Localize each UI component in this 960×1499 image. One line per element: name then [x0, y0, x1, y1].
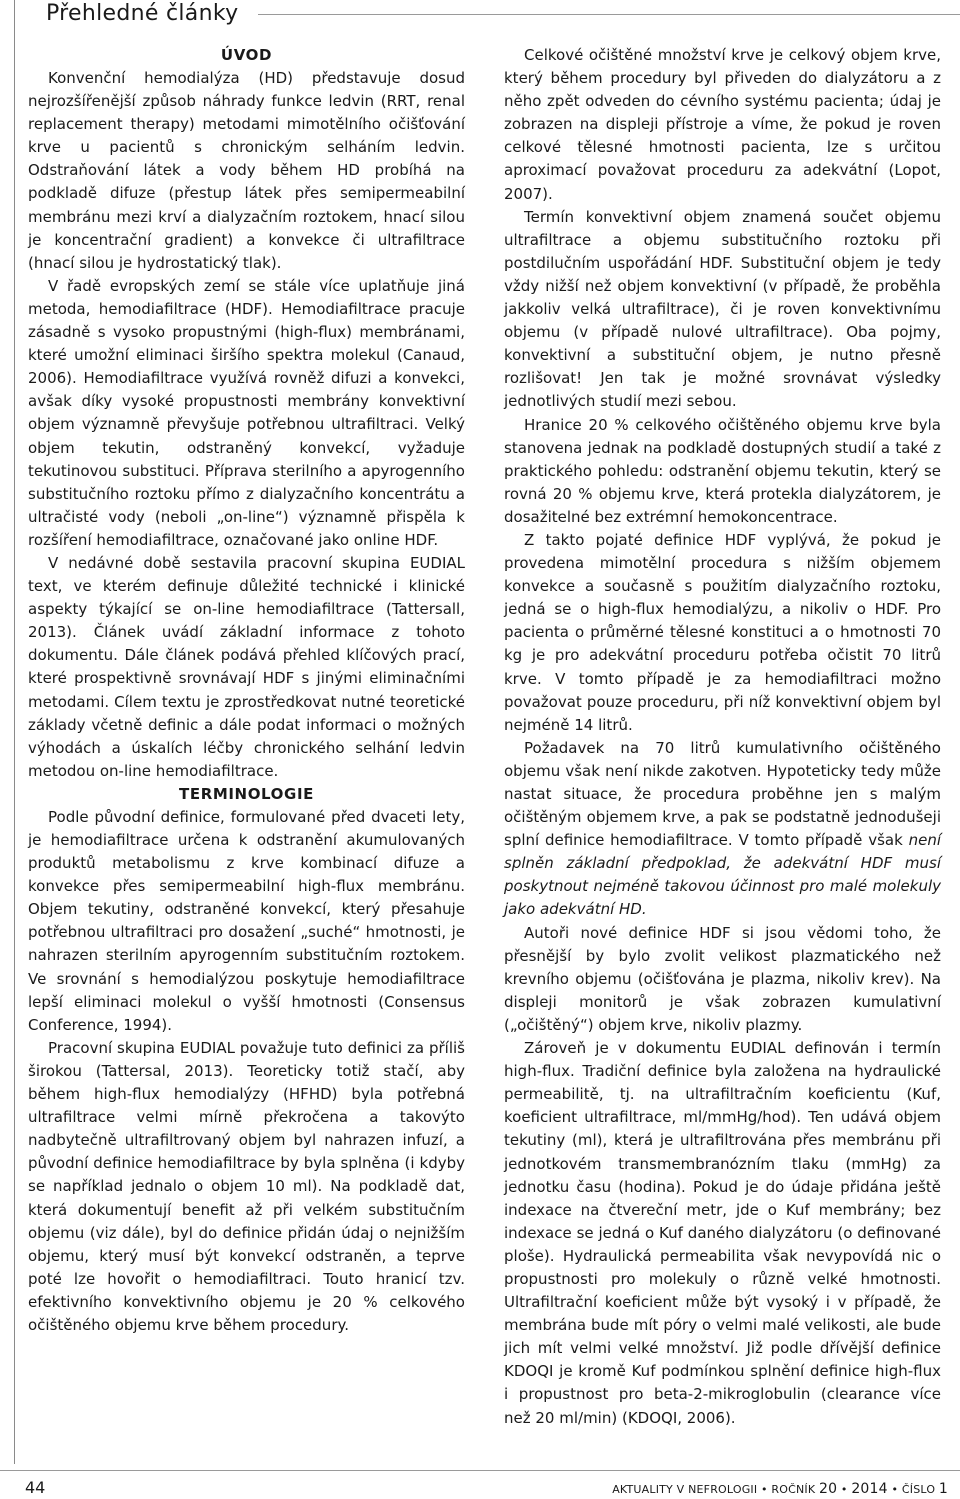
year-label: ROČNÍK [771, 1483, 816, 1496]
page-header [0, 0, 960, 30]
paragraph-plasma: Autoři nové definice HDF si jsou vědomi toho, že přesnější by bylo zvolit velikost plazmatického než krevního objemu (očišťována je plazma, nikoliv krev). Na displeji monitorů je však zobrazen kumulativní („očištěný“) objem krve, nikoliv plazmy. [504, 923, 941, 1034]
requirement-text: Požadavek na 70 litrů kumulativního očištěného objemu však není nikde zakotven. Hypoteticky tedy může nastat situace, že procedura proběhne jen s malým očištěným objemem krve, a pak se podstatně jednodušeji splní definice hemodiafiltrace. V tomto případě však [504, 738, 941, 850]
header-rule [258, 14, 960, 15]
page-number: 44 [25, 1478, 46, 1497]
left-column [28, 44, 465, 1337]
section-label: Přehledné články [46, 1, 239, 26]
requirement-italic: není splněn základní předpoklad, že adekvátní HDF musí poskytnout nejméně takovou účinnost pro malé molekuly jako adekvátní HD. [504, 831, 941, 919]
left-margin-rule [14, 0, 15, 1464]
paragraph-high-flux: Zároveň je v dokumentu EUDIAL definován i termín high-flux. Tradiční definice byla založena na hydraulické permeabilitě, tj. na ultrafiltračním koeficientu (Kuf, koeficient ultrafiltrace, ml/mmHg/hod). Ten udává objem tekutiny (ml), která je ultrafiltrována přes membránu při jednotkovém transmembranózním tlaku (mmHg) za jednotku času (hodina). Pokud je do údaje přidána ještě indexace na čtvereční metr, jde o Kuf membrány; bez indexace se jedná o Kuf daného dialyzátoru (o definované ploše). Hydraulická permeabilita však nevypovídá nic o propustnosti pro molekuly o různě velké hmotnosti. Ultrafiltrační koeficient může být vysoký i v případě, že membrána bude mít póry o velmi malé velikosti, ale bude jich mít velmi velké množství. Již podle dřívější definice KDOQI je kromě Kuf podmínkou splnění definice high-flux i propustnost pro beta-2-mikroglobulin (clearance více než 20 ml/min) (KDOQI, 2006). [504, 1039, 941, 1427]
paragraph-threshold: Hranice 20 % celkového očištěného objemu krve byla stanovena jednak na podkladě dostupných studií a také z praktického pohledu: odstranění objemu tekutin, který se rovná 20 % objemu krve, která protekla dialyzátorem, je dosažitelné bez extrémní hemokoncentrace. [504, 415, 941, 526]
intro-paragraph: Konvenční hemodialýza (HD) představuje dosud nejrozšířenější způsob náhrady funkce ledvin (RRT, renal replacement therapy) metodami mimotělního očišťování krve u pacientů s chronickým selháním ledvin. Odstraňování látek a vody během HD probíhá na podkladě difuze (přestup látek přes semipermeabilní membránu mezi krví a dialyzačním roztokem, hnací silou je koncentrační gradient) a konvekce či ultrafiltrace (hnací silou je hydrostatický tlak). [28, 69, 465, 272]
volume-year: 2014 [851, 1481, 888, 1497]
separator-dot: • [761, 1483, 768, 1496]
paragraph-convective-volume: Termín konvektivní objem znamená součet objemu ultrafiltrace a objemu substitučního roztoku při postdilučním uspořádání HDF. Substituční objem je tedy vždy nižší než objem konvektivní (v případě, že proběhla jakkoliv velká ultrafiltrace), či je roven konvektivnímu objemu (v případě nulové ultrafiltrace). Oba pojmy, konvektivní a substituční objem, je nutno přesně rozlišovat! Jen tak je možné srovnávat výsledky jednotlivých studií mezi sebou. [504, 207, 941, 411]
terminology-paragraph: Pracovní skupina EUDIAL považuje tuto definici za příliš širokou (Tattersal, 2013). Teoreticky totiž stačí, aby během high-flux hemodialýzy (HFHD) byla potřebná ultrafiltrace velmi mírně překročena a takovýto nadbytečně ultrafiltrovaný objem byl nahrazen infuzí, a původní definice hemodiafiltrace by byla splněna (i kdyby se například jednalo o objem 10 ml). Na podkladě dat, která dokumentují benefit až při velkém substitučním objemu (viz dále), byl do definice přidán údaj o nejnižším objemu, který musí být konvekcí odstraněn, a teprve poté lze hovořit o hemodiafiltraci. Touto hranicí tzv. efektivního konvektivního objemu je 20 % celkového očištěného objemu krve během procedury. [28, 1038, 465, 1334]
journal-title: AKTUALITY V NEFROLOGII [612, 1483, 758, 1496]
paragraph-blood-volume: Celkové očištěné množství krve je celkový objem krve, který během procedury byl přiveden do dialyzátoru a z něho zpět odveden do cévního systému pacienta; údaj je zobrazen na displeji přístroje a víme, že pokud je roven celkové tělesné hmotnosti pacienta, lze s určitou aproximací považovat proceduru za adekvátní (Lopot, 2007). [504, 46, 941, 203]
issue-number: 1 [938, 1481, 948, 1497]
heading-intro: ÚVOD [220, 46, 273, 64]
paragraph-definition: Z takto pojaté definice HDF vyplývá, že pokud je provedena mimotělní procedura s nižším objemem konvekce a současně s použitím dialyzačního roztoku, jedná se o high-flux hemodialýzu, a nikoliv o HDF. Pro pacienta o průměrné tělesné konstituci a o hmotnosti 70 kg je pro adekvátní proceduru potřeba očistit 70 litrů krve. V tomto případě je za hemodiafiltraci možno považovat pouze proceduru, při níž konvektivní objem byl nejméně 14 litrů. [504, 530, 941, 734]
separator-dot: • [891, 1483, 899, 1496]
footer-rule [0, 1470, 960, 1471]
separator-dot: • [840, 1483, 848, 1496]
terminology-paragraph: Podle původní definice, formulované před dvaceti lety, je hemodiafiltrace určena k odstranění akumulovaných produktů metabolismu z krve kombinací difuze a konvekce přes semipermeabilní high-flux membránu. Objem tekutiny, odstraněné konvekcí, který přesahuje potřebnou ultrafiltraci pro dosažení „suché“ hmotnosti, je nahrazen sterilním apyrogenním substitučním roztokem. Ve srovnání s hemodialýzou poskytuje hemodiafiltrace lepší eliminaci molekul o vyšší hmotnosti (Consensus Conference, 1994). [28, 807, 465, 1034]
journal-line [612, 1481, 948, 1498]
intro-paragraph: V řadě evropských zemí se stále více uplatňuje jiná metoda, hemodiafiltrace (HDF). Hemodiafiltrace pracuje zásadně s vysoko propustnými (high-flux) membránami, které umožní eliminaci širšího spektra molekul (Canaud, 2006). Hemodiafiltrace využívá rovněž difuzi a konvekci, avšak díky vysoké propustnosti membrány konvektivní objem významně převyšuje potřebnou ultrafiltraci. Velký objem tekutin, odstraněný konvekcí, vyžaduje tekutinovou substituci. Příprava sterilního a apyrogenního substitučního roztoku přímo z dialyzačního koncentrátu a ultračisté vody (neboli „on-line“) významně přispěla k rozšíření hemodiafiltrace, označované jako online HDF. [28, 276, 465, 549]
intro-paragraph: V nedávné době sestavila pracovní skupina EUDIAL text, ve kterém definuje důležité technické i klinické aspekty týkající se on-line hemodiafiltrace (Tattersall, 2013). Článek uvádí základní informace z tohoto dokumentu. Dále článek podává přehled klíčových prací, které prospektivně srovnávají HDF s jinými eliminačními metodami. Cílem textu je zprostředkovat nutné teoretické základy včetně definic a dále podat informaci o možných výhodách a úskalích léčby chronického selhání ledvin metodou on-line hemodiafiltrace. [28, 553, 465, 780]
paragraph-requirement [504, 737, 941, 922]
year-number: 20 [819, 1481, 838, 1497]
right-column [504, 44, 941, 1430]
issue-label: ČÍSLO [901, 1483, 936, 1496]
heading-terminology: TERMINOLOGIE [179, 784, 314, 803]
